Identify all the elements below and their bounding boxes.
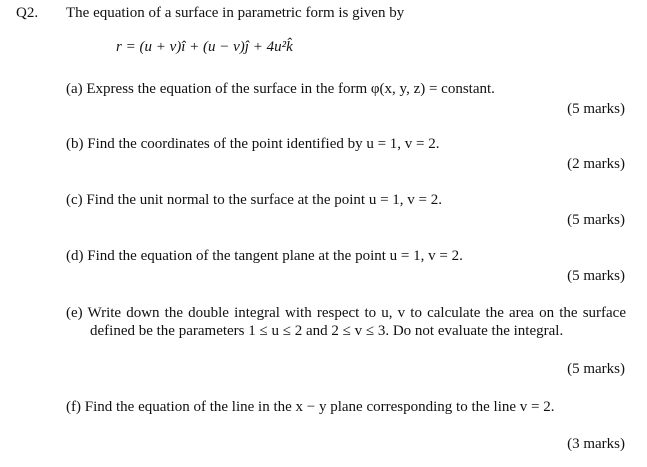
part-e-marks: (5 marks): [567, 361, 625, 377]
part-d-marks: (5 marks): [567, 268, 625, 284]
parametric-equation: r = (u + v)î + (u − v)ĵ + 4u²k̂: [116, 39, 293, 55]
part-a-text: (a) Express the equation of the surface in the form φ(x, y, z) = constant.: [66, 81, 495, 97]
part-f-text: (f) Find the equation of the line in the x − y plane corresponding to the line v = 2.: [66, 399, 555, 415]
part-b-marks: (2 marks): [567, 156, 625, 172]
part-b-text: (b) Find the coordinates of the point identified by u = 1, v = 2.: [66, 136, 440, 152]
question-intro: The equation of a surface in parametric form is given by: [66, 5, 405, 21]
part-f-marks: (3 marks): [567, 436, 625, 452]
part-e-text: (e) Write down the double integral with respect to u, v to calculate the area on the surface defined be the parameters 1 ≤ u ≤ 2 and 2 ≤ v ≤ 3. Do not evaluate the integral.: [66, 305, 626, 339]
part-d-text: (d) Find the equation of the tangent plane at the point u = 1, v = 2.: [66, 248, 463, 264]
part-c-marks: (5 marks): [567, 212, 625, 228]
part-c-text: (c) Find the unit normal to the surface at the point u = 1, v = 2.: [66, 192, 443, 208]
part-a-marks: (5 marks): [567, 101, 625, 117]
question-number: Q2.: [16, 5, 39, 21]
